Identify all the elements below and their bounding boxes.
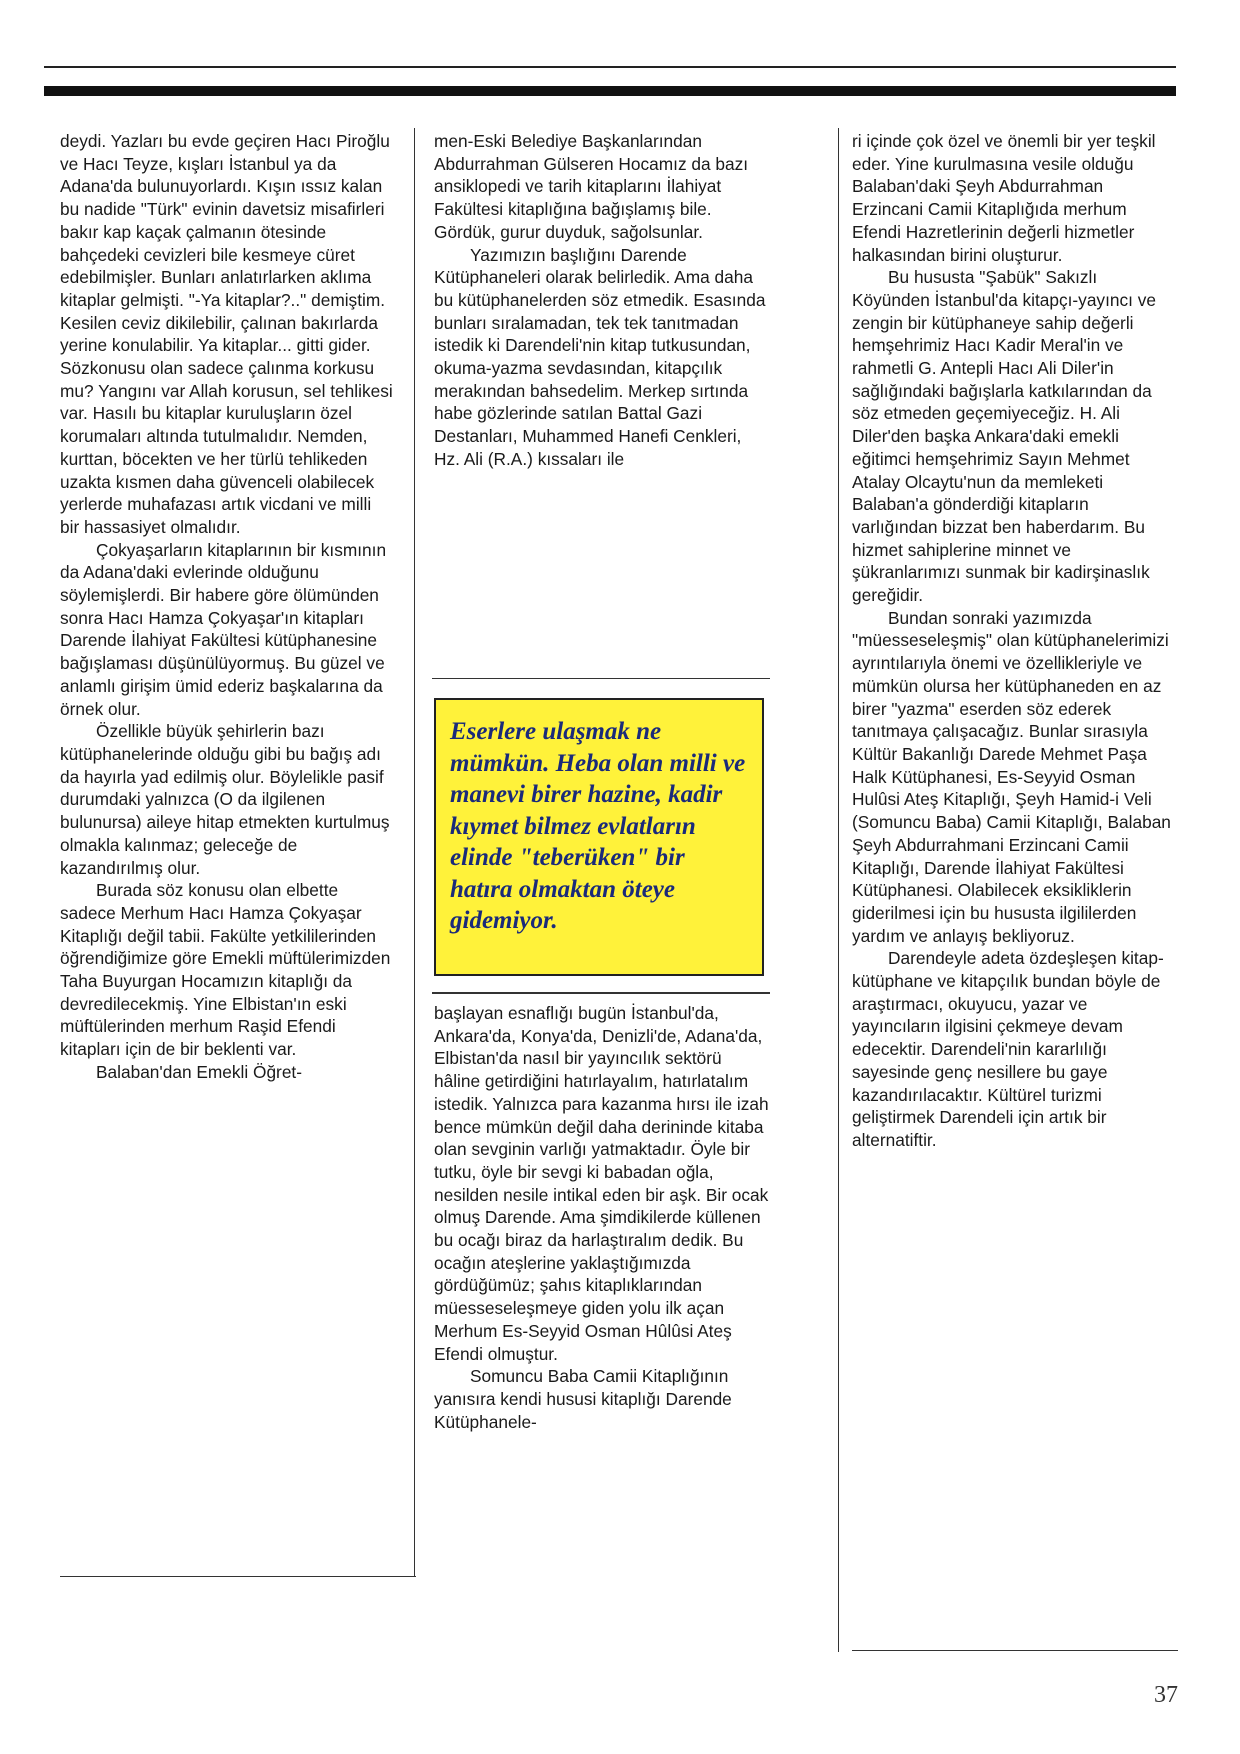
page-number: 37	[1154, 1682, 1178, 1708]
paragraph: Özellikle büyük şehirlerin bazı kütüphanelerinde olduğu gibi bu bağış adı da hayırla yad edilmiş olur. Böylelikle pasif durumdaki yalnızca (O da ilgilenen bulunursa) aileye hitap etmekten kurtulmuş olmakla kalınmaz; geleceğe de kazandırılmış olur.	[60, 721, 390, 878]
paragraph: Bu hususta "Şabük" Sakızlı Köyünden İstanbul'da kitapçı-yayıncı ve zengin bir kütüphaneye sahip değerli hemşehrimiz Hacı Kadir Meral'in ve rahmetli G. Antepli Hacı Ali Diler'in sağlığındaki bağışlarla katkılarından da söz etmeden geçemiyeceğiz. H. Ali Diler'den başka Ankara'daki emekli eğitimci hemşehrimiz Sayın Mehmet Atalay Olcaytu'nun da memleketi Balaban'a gönderdiği kitapların varlığından bizzat ben haberdarım. Bu hizmet sahiplerine minnet ve şükranlarımızı sunmak bir kadirşinaslık gereğidir.	[852, 267, 1156, 606]
text-column-2-bottom	[434, 1002, 770, 1433]
text-column-3	[852, 130, 1176, 1152]
paragraph: başlayan esnaflığı bugün İstanbul'da, Ankara'da, Konya'da, Denizli'de, Adana'da, Elbistan'da nasıl bir yayıncılık sektörü hâline getirdiğini hatırlayalım, hatırlatalım istedik. Yalnızca para kazanma hırsı ile izah bence mümkün değil daha derininde kitaba olan sevginin varlığı yatmaktadır. Öyle bir tutku, öyle bir sevgi ki babadan oğla, nesilden nesile intikal eden bir aşk. Bir ocak olmuş Darende. Ama şimdikilerde küllenen bu ocağı biraz da harlaştıralım dedik. Bu ocağın ateşlerine yaklaştığımızda gördüğümüz; şahıs kitaplıklarından müesseseleşmeye giden yolu ilk açan Merhum Es-Seyyid Osman Hûlûsi Ateş Efendi olmuştur.	[434, 1003, 769, 1364]
box-bottom-rule	[432, 992, 770, 994]
header-thin-rule	[44, 66, 1176, 68]
paragraph: Darendeyle adeta özdeşleşen kitap-kütüphane ve kitapçılık bundan böyle de araştırmacı, okuyucu, yazar ve yayıncıların ilgisini çekmeye devam edecektir. Darendeli'nin kararlılığı sayesinde genç nesillere bu gaye kazandırılacaktır. Kültürel turizmi geliştirmek Darendeli için artık bir alternatiftir.	[852, 948, 1164, 1150]
paragraph: men-Eski Belediye Başkanlarından Abdurrahman Gülseren Hocamız da bazı ansiklopedi ve tarih kitaplarını İlahiyat Fakültesi kitaplığına bağışlamış bile. Gördük, gurur duyduk, sağolsunlar.	[434, 131, 749, 242]
header-thick-rule	[44, 86, 1176, 96]
column-divider-1	[414, 128, 415, 1576]
paragraph: Balaban'dan Emekli Öğret-	[96, 1061, 302, 1082]
text-column-1	[60, 130, 395, 1084]
paragraph: Bundan sonraki yazımızda "müesseseleşmiş" olan kütüphanelerimizi ayrıntılarıyla önemi ve özellikleriyle ve mümkün olursa her kütüphaneden en az birer "yazma" eserden söz ederek tanıtmaya çalışacağız. Bunlar sırasıyla Kültür Bakanlığı Darede Mehmet Paşa Halk Kütüphanesi, Es-Seyyid Osman Hulûsi Ateş Kitaplığı, Şeyh Hamid-i Veli (Somuncu Baba) Camii Kitaplığı, Balaban Şeyh Abdurrahmani Erzincani Camii Kitaplığı, Darende İlahiyat Fakültesi Kütüphanesi. Olabilecek eksikliklerin giderilmesi için bu hususta ilgililerden yardım ve anlayış bekliyoruz.	[852, 607, 1171, 946]
paragraph: Somuncu Baba Camii Kitaplığının yanısıra kendi hususi kitaplığı Darende Kütüphanele-	[434, 1366, 732, 1432]
paragraph: Burada söz konusu olan elbette sadece Merhum Hacı Hamza Çokyaşar Kitaplığı değil tabii. Fakülte yetkililerinden öğrendiğimize göre Emekli müftülerimizden Taha Buyurgan Hocamızın kitaplığı da devredilecekmiş. Yine Elbistan'ın eski müftülerinden merhum Raşid Efendi kitapları için de bir beklenti var.	[60, 880, 391, 1060]
column-divider-2	[838, 128, 839, 1652]
highlight-quote-box: Eserlere ulaşmak ne mümkün. Heba olan milli ve manevi birer hazine, kadir kıymet bilmez evlatların elinde "teberüken" bir hatıra olmaktan öteye gidemiyor.	[434, 698, 764, 976]
text-column-2-top	[434, 130, 770, 471]
paragraph: ri içinde çok özel ve önemli bir yer teşkil eder. Yine kurulmasına vesile olduğu Balaban'daki Şeyh Abdurrahman Erzincani Camii Kitaplığıda merhum Efendi Hazretlerinin değerli hizmetler halkasından birini oluşturur.	[852, 131, 1156, 265]
box-top-rule	[432, 678, 770, 679]
footer-rule-left	[60, 1576, 416, 1577]
footer-rule-right	[852, 1650, 1178, 1651]
paragraph: Çokyaşarların kitaplarının bir kısmının da Adana'daki evlerinde olduğunu söylemişlerdi. Bir habere göre ölümünden sonra Hacı Hamza Çokyaşar'ın kitapları Darende İlahiyat Fakültesi kütüphanesine bağışlaması düşünülüyormuş. Bu güzel ve anlamlı girişim ümid ederiz başkalarına da örnek olur.	[60, 539, 387, 719]
paragraph: deydi. Yazları bu evde geçiren Hacı Piroğlu ve Hacı Teyze, kışları İstanbul ya da Adana'da bulunuyorlardı. Kışın ıssız kalan bu nadide "Türk" evinin davetsiz misafirleri bakır kap kaçak çalmanın ötesinde bahçedeki cevizleri bile kesmeye cüret edebilmişler. Bunları anlatırlarken aklıma kitaplar gelmişti. "-Ya kitaplar?.." demiştim. Kesilen ceviz dikilebilir, çalınan bakırlarda yerine konulabilir. Ya kitaplar... gitti gider. Sözkonusu olan sadece çalınma korkusu mu? Yangını var Allah korusun, sel tehlikesi var. Hasılı bu kitaplar kuruluşların özel korumaları altında tutulmalıdır. Nemden, kurttan, böcekten ve her türlü tehlikeden uzakta kısmen daha güvenceli olabilecek yerlerde muhafazası artık vicdani ve milli bir hassasiyet olmalıdır.	[60, 131, 393, 537]
paragraph: Yazımızın başlığını Darende Kütüphaneleri olarak belirledik. Ama daha bu kütüphanelerden söz etmedik. Esasında bunları sıralamadan, tek tek tanıtmadan istedik ki Darendeli'nin kitap tutkusundan, okuma-yazma sevdasından, kitapçılık merakından bahsedelim. Merkep sırtında habe gözlerinde satılan Battal Gazi Destanları, Muhammed Hanefi Cenkleri, Hz. Ali (R.A.) kıssaları ile	[434, 244, 766, 469]
